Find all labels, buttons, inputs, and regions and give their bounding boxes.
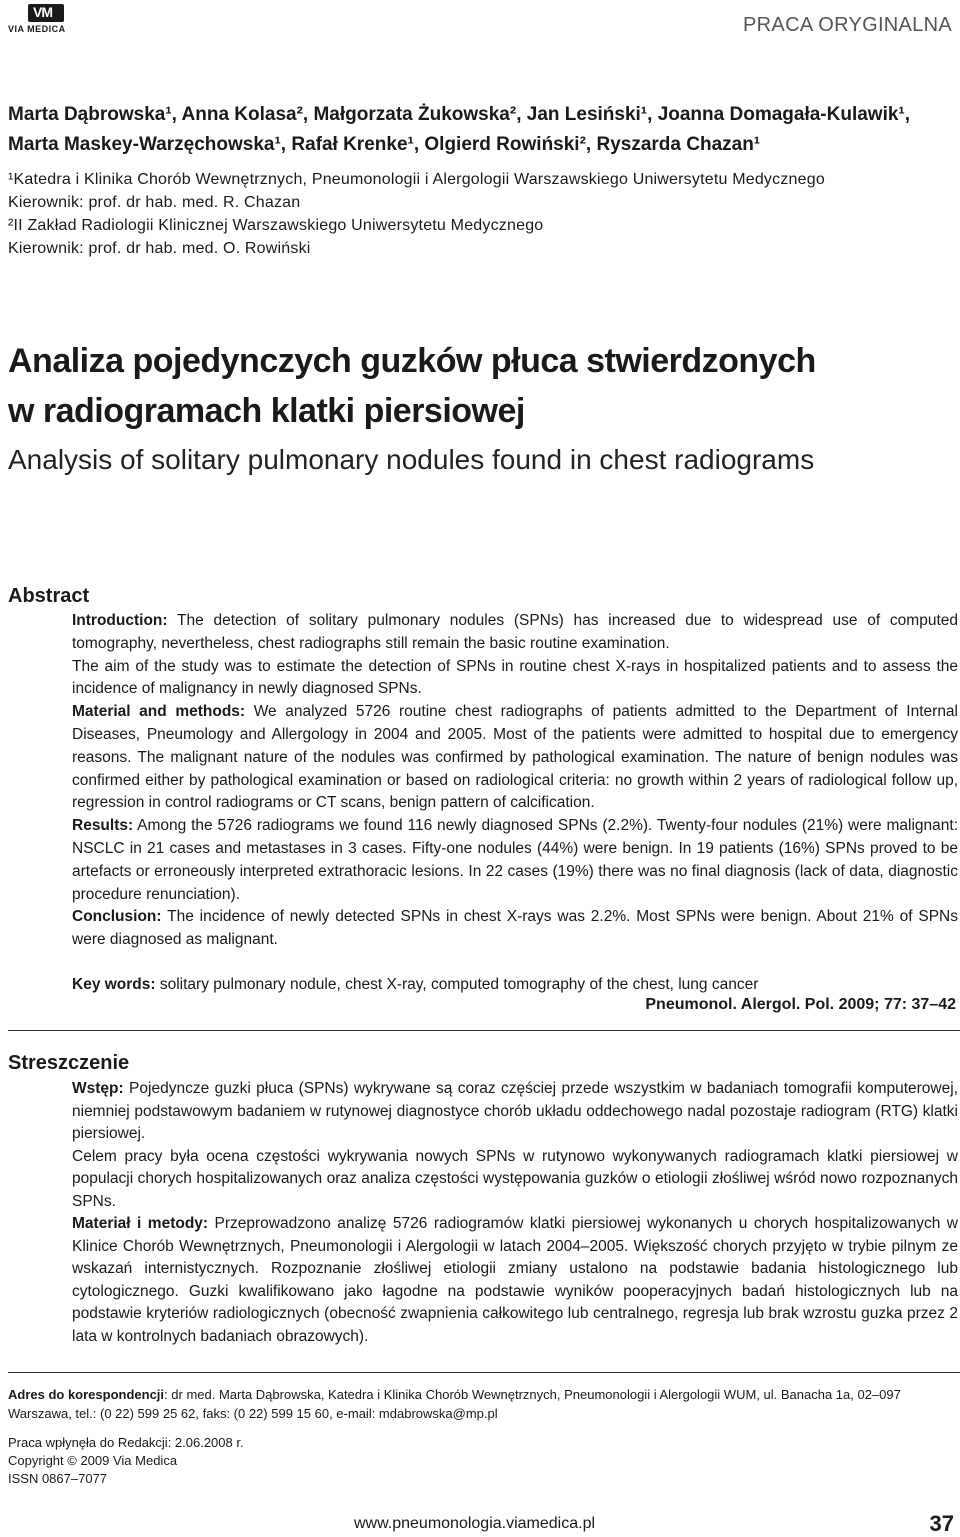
citation: Pneumonol. Alergol. Pol. 2009; 77: 37–42 bbox=[645, 996, 956, 1013]
author-line-1: Marta Dąbrowska¹, Anna Kolasa², Małgorzata Żukowska², Jan Lesiński¹, Joanna Domagała-Kulawik¹, bbox=[8, 104, 911, 125]
introduction-text: The detection of solitary pulmonary nodules (SPNs) has increased due to widespread use of computed tomography, nevertheless, chest radiographs still remain the basic routine examination. bbox=[72, 612, 958, 652]
streszczenie-body bbox=[72, 1078, 958, 1348]
correspondence bbox=[8, 1385, 953, 1423]
abstract-results bbox=[72, 815, 958, 906]
page-number: 37 bbox=[929, 1511, 954, 1536]
results-text: Among the 5726 radiograms we found 116 newly diagnosed SPNs (2.2%). Twenty-four nodules (21%) were malignant: NSCLC in 21 cases and metastases in 3 cases. Fifty-one nodules (44%) were benign. In 19 patients (16%) SPNs proved to be artefacts or erroneously interpreted extrathoracic lesions. In 22 cases (19%) there was no final diagnosis (lack of data, diagnostic procedure renunciation). bbox=[72, 817, 958, 903]
conclusion-label: Conclusion: bbox=[72, 908, 162, 926]
abstract-body bbox=[72, 610, 958, 952]
author-line-2: Marta Maskey-Warzęchowska¹, Rafał Krenke¹, Olgierd Rowiński², Ryszarda Chazan¹ bbox=[8, 134, 761, 155]
copyright: Copyright © 2009 Via Medica bbox=[8, 1453, 178, 1468]
title-polish-line-2: w radiogramach klatki piersiowej bbox=[8, 392, 525, 430]
divider-top bbox=[8, 1030, 960, 1031]
keywords-text: solitary pulmonary nodule, chest X-ray, computed tomography of the chest, lung cancer bbox=[155, 976, 759, 993]
journal-url[interactable]: www.pneumonologia.viamedica.pl bbox=[354, 1515, 596, 1532]
methods-label: Material and methods: bbox=[72, 703, 246, 721]
correspondence-label: Adres do korespondencji bbox=[8, 1387, 165, 1402]
abstract-conclusion bbox=[72, 906, 958, 952]
title-polish bbox=[8, 336, 953, 436]
streszczenie-metody bbox=[72, 1213, 958, 1348]
results-label: Results: bbox=[72, 817, 134, 835]
streszczenie-cel: Celem pracy była ocena częstości wykrywania nowych SPNs w rutynowo wykonywanych radiogramach klatki piersiowej w populacji chorych hospitalizowanych oraz analiza częstości występowania guzków o etiologii złośliwej wśród nowo rozpoznanych SPNs. bbox=[72, 1147, 958, 1210]
author-list bbox=[8, 100, 953, 160]
conclusion-text: The incidence of newly detected SPNs in chest X-rays was 2.2%. Most SPNs were benign. About 21% of SPNs were diagnosed as malignant. bbox=[72, 908, 958, 949]
divider-bottom bbox=[8, 1372, 960, 1373]
abstract-methods bbox=[72, 701, 958, 815]
affiliations bbox=[8, 168, 953, 260]
affiliation-1: ¹Katedra i Klinika Chorób Wewnętrznych, Pneumonologii i Alergologii Warszawskiego Uniwersytetu Medycznego bbox=[8, 171, 825, 188]
logo-text: VIA MEDICA bbox=[8, 24, 66, 34]
title-english: Analysis of solitary pulmonary nodules found in chest radiograms bbox=[8, 444, 815, 475]
affiliation-2: ²II Zakład Radiologii Klinicznej Warszawskiego Uniwersytetu Medycznego bbox=[8, 217, 544, 234]
logo-mark-icon: VM bbox=[28, 4, 64, 22]
affiliation-1-head: Kierownik: prof. dr hab. med. R. Chazan bbox=[8, 194, 301, 211]
section-label: PRACA ORYGINALNA bbox=[743, 14, 952, 36]
via-medica-logo bbox=[8, 2, 88, 38]
introduction-label: Introduction: bbox=[72, 612, 168, 629]
keywords-label: Key words: bbox=[72, 976, 156, 993]
wstep-label: Wstęp: bbox=[72, 1080, 124, 1097]
streszczenie-wstep bbox=[72, 1078, 958, 1146]
issn: ISSN 0867–7077 bbox=[8, 1471, 108, 1486]
abstract-introduction bbox=[72, 610, 958, 656]
abstract-aim: The aim of the study was to estimate the detection of SPNs in routine chest X-rays in hospitalized patients and to assess the incidence of malignancy in newly diagnosed SPNs. bbox=[72, 657, 958, 698]
keywords bbox=[72, 973, 958, 996]
metody-label: Materiał i metody: bbox=[72, 1215, 209, 1232]
wstep-text: Pojedyncze guzki płuca (SPNs) wykrywane są coraz częściej przede wszystkim w badaniach tomografii komputerowej, niemniej podstawowym badaniem w rutynowej diagnostyce chorób układu oddechowego nadal pozostaje radiogram (RTG) klatki piersiowej. bbox=[72, 1080, 958, 1142]
received-date: Praca wpłynęła do Redakcji: 2.06.2008 r. bbox=[8, 1435, 244, 1450]
abstract-heading: Abstract bbox=[8, 585, 90, 607]
methods-text: We analyzed 5726 routine chest radiographs of patients admitted to the Department of Internal Diseases, Pneumology and Allergology in 2004 and 2005. Most of the patients were admitted to hospital due to emergency reasons. The malignant nature of the nodules was confirmed by pathological examination. The nature of benign nodules was confirmed either by pathological examination or based on radiological criteria: no growth within 2 years of radiological follow up, regression in control radiograms or CT scans, benign pattern of calcification. bbox=[72, 703, 958, 812]
publication-meta bbox=[8, 1434, 408, 1488]
affiliation-2-head: Kierownik: prof. dr hab. med. O. Rowiński bbox=[8, 240, 311, 257]
correspondence-text: : dr med. Marta Dąbrowska, Katedra i Klinika Chorób Wewnętrznych, Pneumonologii i Alergologii WUM, ul. Banacha 1a, 02–097 Warszawa, tel.: (0 22) 599 25 62, faks: (0 22) 599 15 60, e-mail: mdabrowska@mp.pl bbox=[8, 1387, 901, 1421]
title-polish-line-1: Analiza pojedynczych guzków płuca stwierdzonych bbox=[8, 342, 816, 380]
streszczenie-heading: Streszczenie bbox=[8, 1052, 130, 1074]
metody-text: Przeprowadzono analizę 5726 radiogramów klatki piersiowej wykonanych u chorych hospitalizowanych w Klinice Chorób Wewnętrznych, Pneumonologii i Alergologii w latach 2004–2005. Większość chorych przyjęto w trybie pilnym ze wskazań internistycznych. Rozpoznanie złośliwej etiologii zmiany ustalono na podstawie badania histologicznego lub cytologicznego. Guzki kwalifikowano jako łagodne na podstawie wyników pooperacyjnych badań histologicznych lub na podstawie kryteriów radiologicznych (obecność zwapnienia całkowitego lub centralnego, regresja lub brak wzrostu guzka przez 2 lata w kontrolnych badaniach obrazowych). bbox=[72, 1215, 958, 1345]
